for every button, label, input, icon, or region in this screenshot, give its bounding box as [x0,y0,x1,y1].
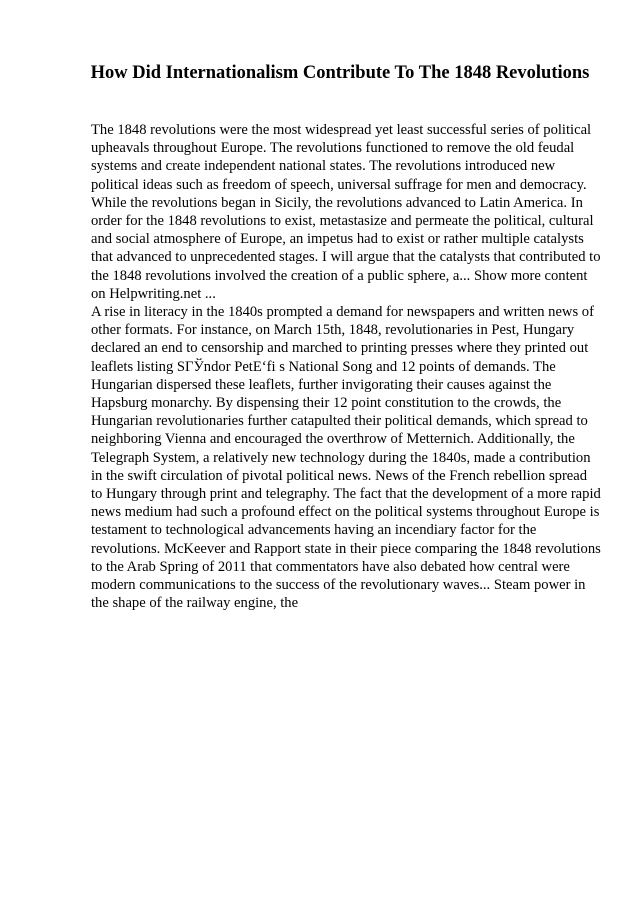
paragraph-literacy: A rise in literacy in the 1840s prompted a demand for newspapers and written news of other formats. For instance, on March 15th, 1848, revolutionaries in Pest, Hungary declared an end to censorship and marched to printing presses where they printed out leaflets listing SГЎndor PetЕ‘fi s National Song and 12 points of demands. The Hungarian dispersed these leaflets, further invigorating their causes against the Hapsburg monarchy. By dispensing their 12 point constitution to the crowds, the Hungarian revolutionaries further catapulted their political demands, which spread to neighboring Vienna and encouraged the overthrow of Metternich. Additionally, the Telegraph System, a relatively new technology during the 1840s, made a contribution in the swift circulation of pivotal political news. News of the French rebellion spread to Hungary through print and telegraphy. The fact that the development of a more rapid news medium had such a profound effect on the political systems throughout Europe is testament to technological advancements having an incendiary factor for the revolutions. McKeever and Rapport state in their piece comparing the 1848 revolutions to the Arab Spring of 2011 that commentators have also debated how central were modern communications to the success of the revolutionary waves... Steam power in the shape of the railway engine, the [91,304,601,612]
document-body [91,121,601,612]
document-title: How Did Internationalism Contribute To The 1848 Revolutions [90,63,590,83]
paragraph-intro: The 1848 revolutions were the most widespread yet least successful series of political upheavals throughout Europe. The revolutions functioned to remove the old feudal systems and create independent national states. The revolutions introduced new political ideas such as freedom of speech, universal suffrage for men and democracy. While the revolutions began in Sicily, the revolutions advanced to Latin America. In order for the 1848 revolutions to exist, metastasize and permeate the political, cultural and social atmosphere of Europe, an impetus had to exist or rather multiple catalysts that advanced to unprecedented stages. I will argue that the catalysts that contributed to the 1848 revolutions involved the creation of a public sphere, a... Show more content on Helpwriting.net ... [91,122,601,302]
